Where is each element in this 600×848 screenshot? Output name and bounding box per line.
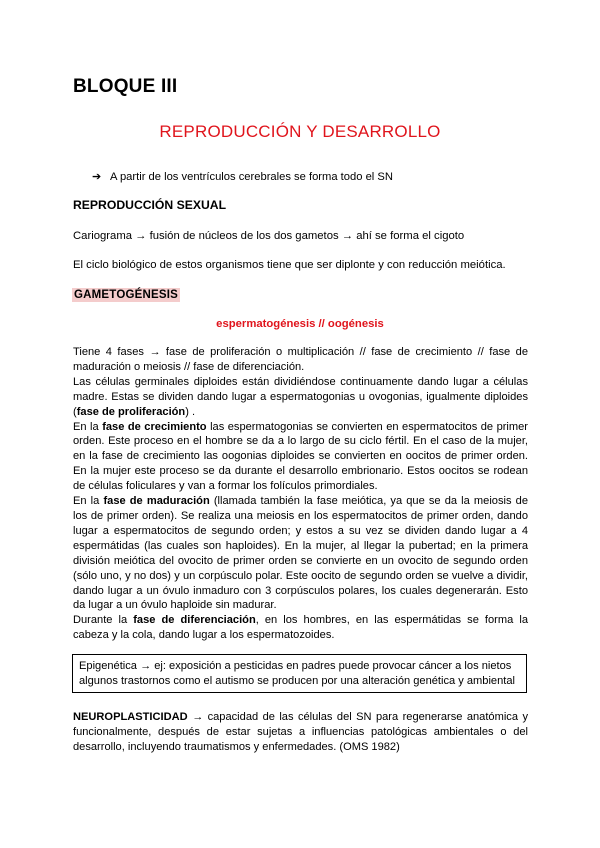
paragraph-diferenciacion bbox=[73, 613, 528, 643]
bold-term: NEUROPLASTICIDAD bbox=[73, 711, 188, 723]
bullet-item bbox=[92, 170, 393, 183]
epigenetica-line-1: Epigenética → ej: exposición a pesticidas en padres puede provocar cáncer a los nietos bbox=[79, 660, 512, 672]
text-segment: ) . bbox=[185, 405, 196, 418]
text-segment: En la bbox=[73, 420, 103, 433]
paragraph-proliferacion bbox=[73, 375, 528, 420]
epigenetica-line-2: algunos trastornos como el autismo se producen por una alteración genética y ambiental bbox=[79, 674, 515, 687]
text-segment: , en los hombres, en las espermátidas se forma la cabeza y la cola, dando lugar a los espermatozoides. bbox=[73, 614, 528, 642]
section-heading: REPRODUCCIÓN SEXUAL bbox=[73, 198, 227, 212]
text-segment: → capacidad de las células del SN para regenerarse anatómica y funcionalmente, después de estar sujetas a influencias patológicas ambientales o del desarrollo, incluyendo traumatismos y enfermedades. (OMS 1982) bbox=[73, 711, 528, 753]
bullet-text: A partir de los ventrículos cerebrales se forma todo el SN bbox=[110, 171, 393, 183]
bold-term: fase de diferenciación bbox=[133, 614, 256, 627]
text-segment: Las células germinales diploides están dividiéndose continuamente dando lugar a células madre. Estas se dividen dando lugar a espermatogonias u ovogonias, igualmente diploides ( bbox=[73, 375, 528, 418]
gametogenesis-heading: GAMETOGÉNESIS bbox=[74, 289, 178, 301]
text-segment: (llamada también la fase meiótica, ya que se da la meiosis de los de primer orden). Se realiza una meiosis en los espermatocitos de primer orden, dando lugar a espermatocitos de segundo orden; y estos a su vez se dividen dando lugar a 4 espermátidas (las cuales son haploides). En la mujer, al llegar la pubertad; en la primera división meiótica del ovocito de primer orden se convierte en un ovocito de segundo orden (sólo uno, y no dos) y un corpúsculo polar. Este oocito de segundo orden se vuelve a dividir, dando lugar a un óvulo inmaduro con 3 corpúsculos polares, los cuales degenerarán. Esto da lugar a un óvulo haploide sin madurar. bbox=[73, 495, 528, 612]
paragraph-fases-intro: Tiene 4 fases → fase de proliferación o multiplicación // fase de crecimiento // fase de maduración o meiosis // fase de diferenciación. bbox=[73, 346, 528, 373]
arrow-bullet-icon: ➔ bbox=[92, 171, 102, 183]
paragraph-neuroplasticidad bbox=[73, 710, 528, 755]
gametogenesis-body bbox=[73, 345, 528, 643]
page-title: REPRODUCCIÓN Y DESARROLLO bbox=[159, 122, 441, 141]
bold-term: fase de maduración bbox=[103, 495, 210, 508]
subtitle: espermatogénesis // oogénesis bbox=[216, 318, 384, 330]
paragraph-ciclo: El ciclo biológico de estos organismos tiene que ser diplonte y con reducción meiótica. bbox=[73, 259, 506, 271]
block-heading: BLOQUE III bbox=[73, 76, 178, 97]
text-segment: Durante la bbox=[73, 614, 134, 627]
bold-term: fase de proliferación bbox=[76, 405, 186, 418]
paragraph-crecimiento bbox=[73, 420, 528, 495]
bold-term: fase de crecimiento bbox=[102, 420, 207, 433]
paragraph-cariograma: Cariograma → fusión de núcleos de los dos gametos → ahí se forma el cigoto bbox=[73, 230, 465, 242]
epigenetica-box bbox=[72, 654, 527, 693]
paragraph-maduracion bbox=[73, 494, 528, 613]
text-segment: En la bbox=[73, 495, 104, 508]
text-segment: las espermatogonias se convierten en espermatocitos de primer orden. Este proceso en el hombre se da a lo largo de su ciclo fértil. En el caso de la mujer, en la fase de crecimiento las oogonias diploides se convierten en oocitos de primer orden. En la mujer este proceso se da durante el desarrollo embrionario. Estos oocitos se rodean de células foliculares y van a formar los folículos primordiales. bbox=[73, 420, 529, 493]
